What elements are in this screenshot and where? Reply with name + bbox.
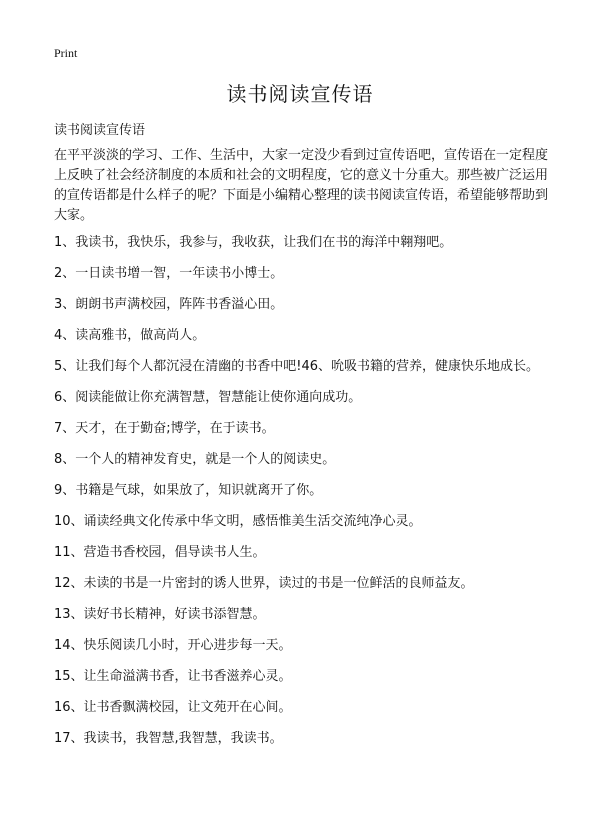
list-item: 11、营造书香校园，倡导读书人生。 [54,545,266,560]
list-item: 17、我读书，我智慧,我智慧，我读书。 [54,731,283,746]
slogan-list [54,233,550,760]
list-item: 2、一日读书增一智，一年读书小博士。 [54,266,284,281]
print-link[interactable]: Print [54,46,78,60]
list-item: 15、让生命溢满书香，让书香滋养心灵。 [54,669,292,684]
list-item: 12、未读的书是一片密封的诱人世界，读过的书是一位鲜活的良师益友。 [54,576,474,591]
list-item: 6、阅读能做让你充满智慧，智慧能让使你通向成功。 [54,390,362,405]
list-item: 9、书籍是气球，如果放了，知识就离开了你。 [54,483,323,498]
list-item: 14、快乐阅读几小时，开心进步每一天。 [54,638,292,653]
list-item: 13、读好书长精神，好读书添智慧。 [54,607,266,622]
subtitle: 读书阅读宣传语 [54,123,146,138]
list-item: 10、诵读经典文化传承中华文明，感悟惟美生活交流纯净心灵。 [54,514,422,529]
list-item: 8、一个人的精神发育史，就是一个人的阅读史。 [54,452,336,467]
list-item: 3、朗朗书声满校园，阵阵书香溢心田。 [54,297,284,312]
list-item: 7、天才，在于勤奋;博学，在于读书。 [54,421,275,436]
list-item: 5、让我们每个人都沉浸在清幽的书香中吧!46、吮吸书籍的营养，健康快乐地成长。 [54,359,540,374]
list-item: 4、读高雅书，做高尚人。 [54,328,206,343]
list-item: 1、我读书，我快乐，我参与，我收获，让我们在书的海洋中翱翔吧。 [54,235,453,250]
page-title: 读书阅读宣传语 [226,82,374,106]
intro-paragraph: 在平平淡淡的学习、工作、生活中，大家一定没少看到过宣传语吧，宣传语在一定程度上反映了社会经济制度的本质和社会的文明程度，它的意义十分重大。那些被广泛运用的宣传语都是什么样子的呢？下面是小编精心整理的读书阅读宣传语，希望能够帮助到大家。 [54,148,549,223]
list-item: 16、让书香飘满校园，让文苑开在心间。 [54,700,292,715]
